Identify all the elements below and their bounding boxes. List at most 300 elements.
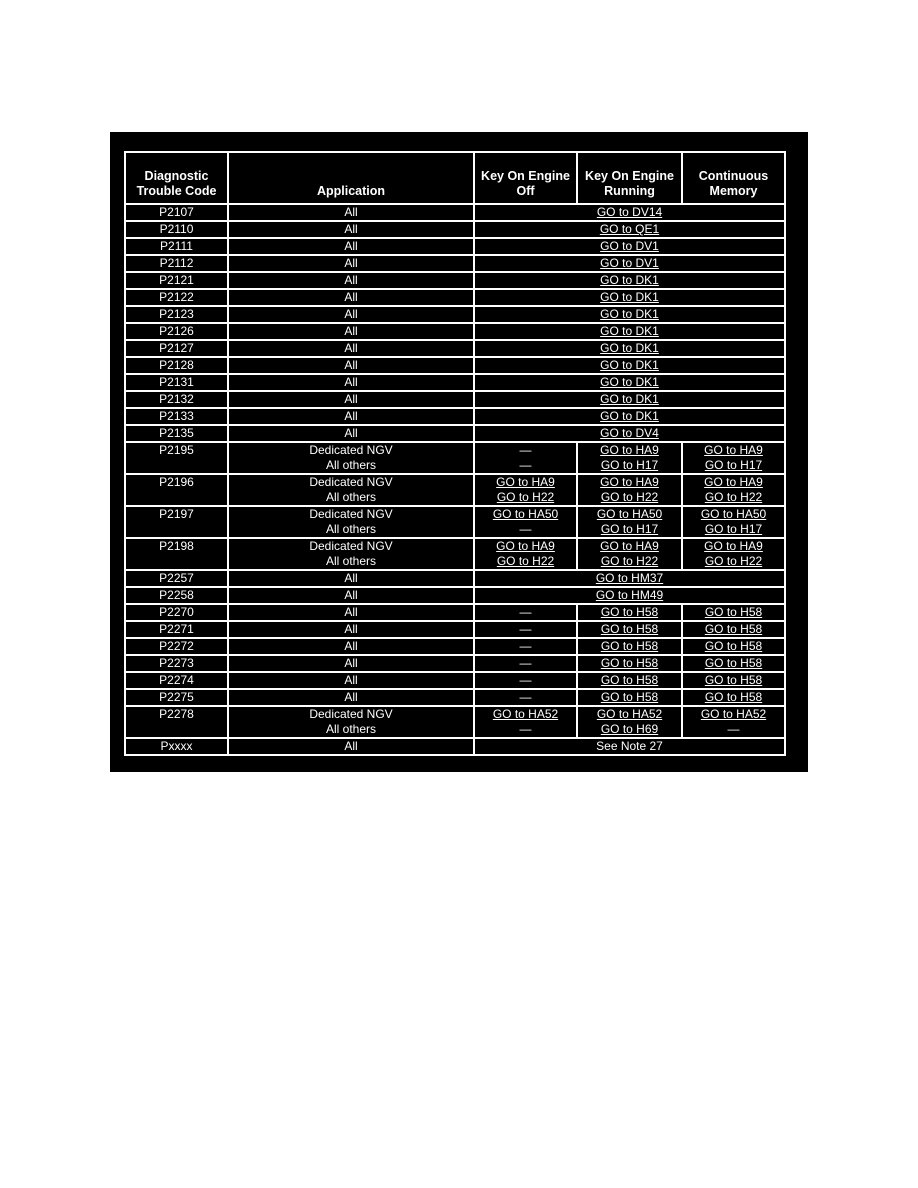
dtc-code-cell [125,689,228,706]
continuous-memory-cell [682,638,785,655]
cell-line [578,458,681,473]
cell-value: All [344,588,358,602]
dtc-code-cell [125,570,228,587]
table-row [125,306,785,323]
go-to-link[interactable]: GO to H58 [704,690,763,704]
key-on-engine-running-cell [577,655,682,672]
dtc-code-cell [125,391,228,408]
cell-value: All [344,273,358,287]
dtc-code-cell [125,738,228,755]
key-on-engine-running-cell [577,604,682,621]
key-on-engine-running-cell [577,538,682,570]
dtc-code-cell [125,272,228,289]
application-cell [228,289,474,306]
cell-value: P2198 [159,539,194,553]
go-to-link[interactable]: GO to H58 [600,605,659,619]
cell-value: P2195 [159,443,194,457]
merged-result-cell [474,323,785,340]
application-cell [228,621,474,638]
dtc-code-cell [125,255,228,272]
go-to-link[interactable]: GO to QE1 [599,222,660,236]
key-on-engine-off-cell [474,442,577,474]
merged-result-cell [474,272,785,289]
merged-result-cell [474,425,785,442]
key-on-engine-off-cell [474,672,577,689]
key-on-engine-running-cell [577,706,682,738]
cell-value: All [344,392,358,406]
dtc-code-cell [125,306,228,323]
key-on-engine-off-cell [474,538,577,570]
merged-result-cell [474,306,785,323]
go-to-link[interactable]: GO to DV1 [600,239,659,253]
continuous-memory-cell [682,538,785,570]
application-cell [228,655,474,672]
go-to-link[interactable]: GO to DK1 [600,290,659,304]
dtc-code-cell [125,706,228,738]
application-cell [228,255,474,272]
merged-result-cell [474,238,785,255]
application-cell [228,689,474,706]
cell-line [683,539,784,554]
go-to-link[interactable]: GO to H22 [496,554,555,568]
cell-value: All [344,205,358,219]
go-to-link[interactable]: GO to HA9 [496,475,555,489]
continuous-memory-cell [682,706,785,738]
key-on-engine-running-cell [577,506,682,538]
cell-value: — [519,458,532,472]
continuous-memory-cell [682,442,785,474]
application-cell [228,204,474,221]
dtc-code-cell [125,538,228,570]
continuous-memory-cell [682,621,785,638]
continuous-memory-cell [682,506,785,538]
table-row [125,442,785,474]
cell-value: All others [325,722,377,736]
go-to-link[interactable]: GO to H58 [704,622,763,636]
cell-line [578,707,681,722]
application-cell [228,391,474,408]
cell-line [578,522,681,537]
continuous-memory-cell [682,474,785,506]
application-cell [228,506,474,538]
key-on-engine-running-cell [577,442,682,474]
cell-line [683,707,784,722]
go-to-link[interactable]: GO to HA52 [700,707,767,721]
cell-line [578,443,681,458]
application-cell [228,604,474,621]
dtc-code-cell [125,221,228,238]
cell-value: All [344,256,358,270]
key-on-engine-off-cell [474,689,577,706]
cell-line [578,475,681,490]
cell-value: P2127 [159,341,194,355]
dtc-code-cell [125,289,228,306]
table-row [125,374,785,391]
merged-result-cell [474,255,785,272]
cell-line [229,507,473,522]
cell-value: P2196 [159,475,194,489]
table-row [125,289,785,306]
cell-line [229,490,473,505]
cell-value: P2107 [159,205,194,219]
table-row [125,323,785,340]
col-header-application: Application [228,152,474,204]
table-row [125,689,785,706]
cell-line [475,554,576,569]
go-to-link[interactable]: GO to H17 [704,522,763,536]
go-to-link[interactable]: GO to DK1 [600,324,659,338]
table-row [125,238,785,255]
cell-value: All [344,622,358,636]
dtc-code-cell [125,638,228,655]
key-on-engine-off-cell [474,506,577,538]
cell-value: All [344,426,358,440]
table-row [125,272,785,289]
cell-value: All [344,673,358,687]
cell-line [229,443,473,458]
go-to-link[interactable]: GO to H58 [704,605,763,619]
cell-line [475,539,576,554]
cell-value: Dedicated NGV [309,475,393,489]
cell-line [475,522,576,537]
go-to-link[interactable]: GO to DK1 [600,358,659,372]
go-to-link[interactable]: GO to HA9 [600,539,659,553]
dtc-code-cell [125,604,228,621]
col-header-diagnostic-trouble-code: Diagnostic Trouble Code [125,152,228,204]
cell-line [683,554,784,569]
table-row [125,538,785,570]
go-to-link[interactable]: GO to DK1 [600,409,659,423]
application-cell [228,587,474,604]
go-to-link[interactable]: GO to H17 [600,458,659,472]
dtc-code-cell [125,204,228,221]
application-cell [228,706,474,738]
application-cell [228,357,474,374]
header-row [125,152,785,204]
col-header-continuous-memory: Continuous Memory [682,152,785,204]
continuous-memory-cell [682,655,785,672]
cell-line [475,475,576,490]
key-on-engine-off-cell [474,655,577,672]
dtc-code-cell [125,474,228,506]
cell-value: All others [325,490,377,504]
go-to-link[interactable]: GO to H58 [600,690,659,704]
cell-line [475,443,576,458]
diagnostic-trouble-code-table [124,151,786,756]
cell-value: All [344,222,358,236]
merged-result-cell [474,289,785,306]
cell-value: — [519,443,532,457]
cell-value: — [519,690,532,704]
cell-value: P2123 [159,307,194,321]
go-to-link[interactable]: GO to H22 [496,490,555,504]
application-cell [228,474,474,506]
cell-value: All [344,571,358,585]
merged-result-cell [474,391,785,408]
application-cell [228,374,474,391]
table-row [125,506,785,538]
go-to-link[interactable]: GO to HA52 [492,707,559,721]
dtc-code-cell [125,340,228,357]
cell-line [683,522,784,537]
cell-value: — [519,722,532,736]
cell-value: — [519,622,532,636]
go-to-link[interactable]: GO to HA9 [600,475,659,489]
go-to-link[interactable]: GO to DK1 [600,341,659,355]
dtc-code-cell [125,655,228,672]
dtc-code-cell [125,323,228,340]
cell-line [578,554,681,569]
cell-line [683,458,784,473]
go-to-link[interactable]: GO to H58 [600,622,659,636]
key-on-engine-off-cell [474,638,577,655]
cell-value: All others [325,458,377,472]
cell-value: P2110 [159,222,194,236]
cell-line [475,458,576,473]
go-to-link[interactable]: GO to HA9 [496,539,555,553]
cell-value: — [519,656,532,670]
go-to-link[interactable]: GO to H58 [600,639,659,653]
table-row [125,204,785,221]
table-row [125,425,785,442]
dtc-code-cell [125,425,228,442]
application-cell [228,638,474,655]
cell-line [683,443,784,458]
go-to-link[interactable]: GO to HM37 [595,571,664,585]
key-on-engine-off-cell [474,621,577,638]
cell-value: P2257 [159,571,194,585]
dtc-table-body [125,204,785,755]
cell-value: — [519,639,532,653]
cell-value: All [344,307,358,321]
key-on-engine-running-cell [577,621,682,638]
cell-value: P2128 [159,358,194,372]
table-row [125,621,785,638]
table-row [125,655,785,672]
cell-value: All [344,341,358,355]
cell-value: P2111 [160,239,193,253]
cell-value: P2270 [159,605,194,619]
application-cell [228,323,474,340]
continuous-memory-cell [682,672,785,689]
key-on-engine-running-cell [577,474,682,506]
merged-result-cell [474,408,785,425]
cell-value: P2132 [159,392,194,406]
table-row [125,706,785,738]
cell-line [229,458,473,473]
cell-value: All [344,690,358,704]
go-to-link[interactable]: GO to H69 [600,722,659,736]
dtc-code-cell [125,506,228,538]
go-to-link[interactable]: GO to HA50 [492,507,559,521]
cell-value: All [344,409,358,423]
cell-value: P2258 [159,588,194,602]
cell-value: P2278 [159,707,194,721]
go-to-link[interactable]: GO to H22 [704,554,763,568]
cell-line [578,539,681,554]
cell-line [475,722,576,737]
col-header-key-on-engine-running: Key On Engine Running [577,152,682,204]
go-to-link[interactable]: GO to H17 [600,522,659,536]
table-row [125,340,785,357]
merged-result-cell [474,587,785,604]
cell-value: P2273 [159,656,194,670]
go-to-link[interactable]: GO to DK1 [600,273,659,287]
go-to-link[interactable]: GO to H58 [704,673,763,687]
go-to-link[interactable]: GO to DK1 [600,392,659,406]
go-to-link[interactable]: GO to DK1 [600,307,659,321]
dtc-code-cell [125,621,228,638]
application-cell [228,408,474,425]
go-to-link[interactable]: GO to H17 [704,458,763,472]
table-row [125,738,785,755]
cell-line [578,490,681,505]
cell-value: Dedicated NGV [309,707,393,721]
dtc-code-cell [125,408,228,425]
table-row [125,672,785,689]
table-row [125,221,785,238]
table-row [125,638,785,655]
key-on-engine-running-cell [577,689,682,706]
cell-value: P2271 [159,622,194,636]
table-row [125,570,785,587]
key-on-engine-off-cell [474,706,577,738]
merged-result-cell [474,340,785,357]
table-row [125,474,785,506]
go-to-link[interactable]: GO to HA9 [704,475,763,489]
merged-result-cell [474,204,785,221]
cell-value: P2274 [159,673,194,687]
dtc-code-cell [125,442,228,474]
cell-value: P2275 [159,690,194,704]
merged-result-cell [474,357,785,374]
cell-value: — [519,522,532,536]
cell-line [229,707,473,722]
col-header-key-on-engine-off: Key On Engine Off [474,152,577,204]
cell-line [475,707,576,722]
cell-value: P2131 [159,375,194,389]
table-row [125,408,785,425]
diagnostic-table-scan-region [110,132,808,772]
dtc-code-cell [125,357,228,374]
merged-result-cell [474,221,785,238]
go-to-link[interactable]: GO to H22 [600,490,659,504]
application-cell [228,272,474,289]
go-to-link[interactable]: GO to HA9 [704,443,763,457]
go-to-link[interactable]: GO to HA52 [596,707,663,721]
go-to-link[interactable]: GO to H58 [600,656,659,670]
application-cell [228,238,474,255]
go-to-link[interactable]: GO to DK1 [600,375,659,389]
application-cell [228,570,474,587]
go-to-link[interactable]: GO to HA9 [704,539,763,553]
cell-value: — [519,673,532,687]
cell-value: P2122 [159,290,194,304]
go-to-link[interactable]: GO to H22 [704,490,763,504]
dtc-code-cell [125,587,228,604]
application-cell [228,221,474,238]
application-cell [228,672,474,689]
key-on-engine-running-cell [577,672,682,689]
cell-value: P2135 [159,426,194,440]
cell-value: All [344,375,358,389]
cell-value: All others [325,522,377,536]
table-row [125,587,785,604]
cell-line [578,507,681,522]
cell-value: P2121 [159,273,194,287]
cell-line [475,507,576,522]
cell-value: Dedicated NGV [309,539,393,553]
cell-line [683,490,784,505]
go-to-link[interactable]: GO to HM49 [595,588,664,602]
cell-value: P2126 [159,324,194,338]
cell-value: All [344,605,358,619]
go-to-link[interactable]: GO to H58 [704,656,763,670]
cell-line [229,539,473,554]
application-cell [228,425,474,442]
cell-value: P2197 [159,507,194,521]
cell-value: See Note 27 [596,739,663,753]
cell-value: All [344,656,358,670]
cell-value: All [344,290,358,304]
cell-value: All [344,739,358,753]
dtc-code-cell [125,672,228,689]
cell-line [683,475,784,490]
cell-line [683,507,784,522]
application-cell [228,306,474,323]
go-to-link[interactable]: GO to H58 [600,673,659,687]
cell-value: All [344,324,358,338]
cell-value: P2272 [159,639,194,653]
table-row [125,604,785,621]
cell-line [229,475,473,490]
cell-line [229,554,473,569]
go-to-link[interactable]: GO to HA9 [600,443,659,457]
table-row [125,391,785,408]
go-to-link[interactable]: GO to H58 [704,639,763,653]
go-to-link[interactable]: GO to HA50 [700,507,767,521]
cell-value: — [727,722,740,736]
merged-result-cell [474,374,785,391]
cell-value: All [344,639,358,653]
go-to-link[interactable]: GO to DV4 [600,426,659,440]
application-cell [228,340,474,357]
cell-line [578,722,681,737]
go-to-link[interactable]: GO to DV1 [600,256,659,270]
key-on-engine-off-cell [474,474,577,506]
cell-value: Dedicated NGV [309,443,393,457]
continuous-memory-cell [682,604,785,621]
cell-value: All others [325,554,377,568]
merged-result-cell [474,738,785,755]
key-on-engine-off-cell [474,604,577,621]
continuous-memory-cell [682,689,785,706]
cell-value: Pxxxx [160,739,193,753]
cell-value: All [344,239,358,253]
cell-value: P2112 [159,256,194,270]
go-to-link[interactable]: GO to HA50 [596,507,663,521]
table-row [125,255,785,272]
cell-value: — [519,605,532,619]
dtc-code-cell [125,374,228,391]
merged-result-cell [474,570,785,587]
go-to-link[interactable]: GO to H22 [600,554,659,568]
go-to-link[interactable]: GO to DV14 [596,205,663,219]
cell-line [229,522,473,537]
cell-line [475,490,576,505]
application-cell [228,738,474,755]
cell-line [229,722,473,737]
